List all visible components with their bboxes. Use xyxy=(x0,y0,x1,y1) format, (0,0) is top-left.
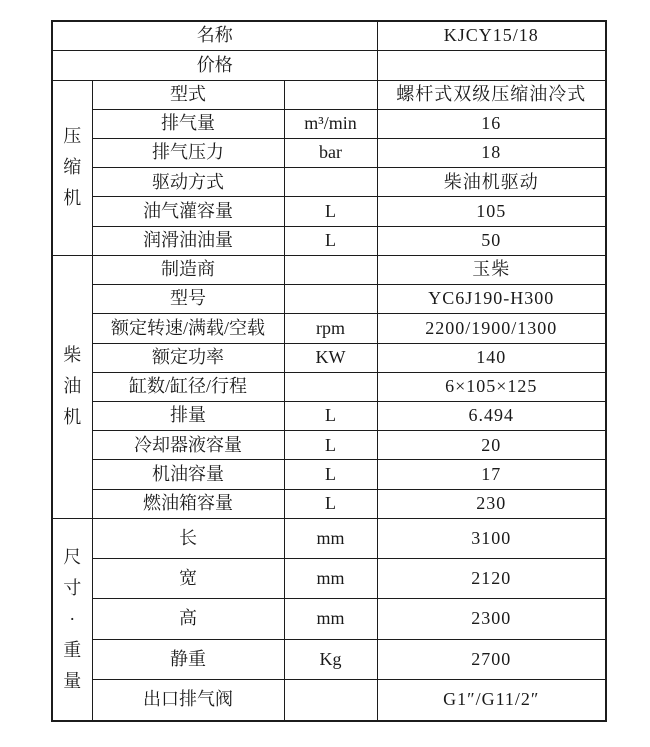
spec-row xyxy=(52,109,606,138)
param-cell: 机油容量 xyxy=(92,460,284,489)
unit-cell: rpm xyxy=(284,314,377,343)
param-cell: 制造商 xyxy=(92,255,284,284)
unit-cell: L xyxy=(284,226,377,255)
value-cell: 6×105×125 xyxy=(377,372,606,401)
spec-row xyxy=(52,226,606,255)
spec-table xyxy=(51,20,607,722)
header-row xyxy=(52,51,606,80)
spec-row xyxy=(52,168,606,197)
value-cell: YC6J190-H300 xyxy=(377,285,606,314)
section-label-cell xyxy=(52,255,92,518)
value-cell: 2200/1900/1300 xyxy=(377,314,606,343)
param-cell: 润滑油油量 xyxy=(92,226,284,255)
unit-cell xyxy=(284,255,377,284)
param-cell: 驱动方式 xyxy=(92,168,284,197)
spec-row xyxy=(52,285,606,314)
value-cell: 140 xyxy=(377,343,606,372)
value-cell: 6.494 xyxy=(377,402,606,431)
spec-row xyxy=(52,599,606,639)
spec-row xyxy=(52,80,606,109)
value-cell: 柴油机驱动 xyxy=(377,168,606,197)
spec-row xyxy=(52,489,606,518)
spec-row xyxy=(52,639,606,679)
param-cell: 排气压力 xyxy=(92,139,284,168)
value-cell: G1″/G11/2″ xyxy=(377,680,606,721)
param-cell: 型式 xyxy=(92,80,284,109)
section-label: 柴油机 xyxy=(63,345,82,428)
unit-cell: L xyxy=(284,489,377,518)
value-cell: 230 xyxy=(377,489,606,518)
unit-cell xyxy=(284,80,377,109)
unit-cell: L xyxy=(284,431,377,460)
section-label-cell xyxy=(52,80,92,255)
value-cell: 16 xyxy=(377,109,606,138)
spec-row xyxy=(52,460,606,489)
value-cell: 2700 xyxy=(377,639,606,679)
value-cell: 50 xyxy=(377,226,606,255)
header-value-cell xyxy=(377,51,606,80)
param-cell: 静重 xyxy=(92,639,284,679)
value-cell: 玉柴 xyxy=(377,255,606,284)
section-label: 尺寸·重量 xyxy=(63,546,82,691)
section-label-cell xyxy=(52,518,92,721)
param-cell: 燃油箱容量 xyxy=(92,489,284,518)
spec-row xyxy=(52,343,606,372)
value-cell: 3100 xyxy=(377,518,606,558)
spec-row xyxy=(52,314,606,343)
value-cell: 20 xyxy=(377,431,606,460)
value-cell: 17 xyxy=(377,460,606,489)
unit-cell xyxy=(284,680,377,721)
param-cell: 宽 xyxy=(92,559,284,599)
unit-cell: mm xyxy=(284,599,377,639)
spec-row xyxy=(52,559,606,599)
section-label: 压缩机 xyxy=(63,126,82,209)
param-cell: 排气量 xyxy=(92,109,284,138)
unit-cell: L xyxy=(284,402,377,431)
value-cell: 105 xyxy=(377,197,606,226)
spec-row xyxy=(52,518,606,558)
unit-cell xyxy=(284,168,377,197)
spec-row xyxy=(52,680,606,721)
param-cell: 油气灌容量 xyxy=(92,197,284,226)
header-label-cell: 名称 xyxy=(52,21,377,51)
unit-cell: mm xyxy=(284,518,377,558)
header-row xyxy=(52,21,606,51)
param-cell: 长 xyxy=(92,518,284,558)
param-cell: 冷却器液容量 xyxy=(92,431,284,460)
value-cell: 螺杆式双级压缩油冷式 xyxy=(377,80,606,109)
unit-cell: Kg xyxy=(284,639,377,679)
unit-cell xyxy=(284,285,377,314)
spec-row xyxy=(52,372,606,401)
unit-cell xyxy=(284,372,377,401)
unit-cell: KW xyxy=(284,343,377,372)
unit-cell: mm xyxy=(284,559,377,599)
spec-row xyxy=(52,431,606,460)
param-cell: 额定转速/满载/空载 xyxy=(92,314,284,343)
param-cell: 型号 xyxy=(92,285,284,314)
value-cell: 2120 xyxy=(377,559,606,599)
spec-row xyxy=(52,139,606,168)
spec-row xyxy=(52,197,606,226)
param-cell: 出口排气阀 xyxy=(92,680,284,721)
param-cell: 额定功率 xyxy=(92,343,284,372)
param-cell: 缸数/缸径/行程 xyxy=(92,372,284,401)
unit-cell: m³/min xyxy=(284,109,377,138)
spec-row xyxy=(52,402,606,431)
header-value-cell: KJCY15/18 xyxy=(377,21,606,51)
value-cell: 18 xyxy=(377,139,606,168)
header-label-cell: 价格 xyxy=(52,51,377,80)
param-cell: 高 xyxy=(92,599,284,639)
unit-cell: L xyxy=(284,460,377,489)
unit-cell: L xyxy=(284,197,377,226)
spec-table-body xyxy=(52,21,606,721)
unit-cell: bar xyxy=(284,139,377,168)
spec-row xyxy=(52,255,606,284)
value-cell: 2300 xyxy=(377,599,606,639)
param-cell: 排量 xyxy=(92,402,284,431)
